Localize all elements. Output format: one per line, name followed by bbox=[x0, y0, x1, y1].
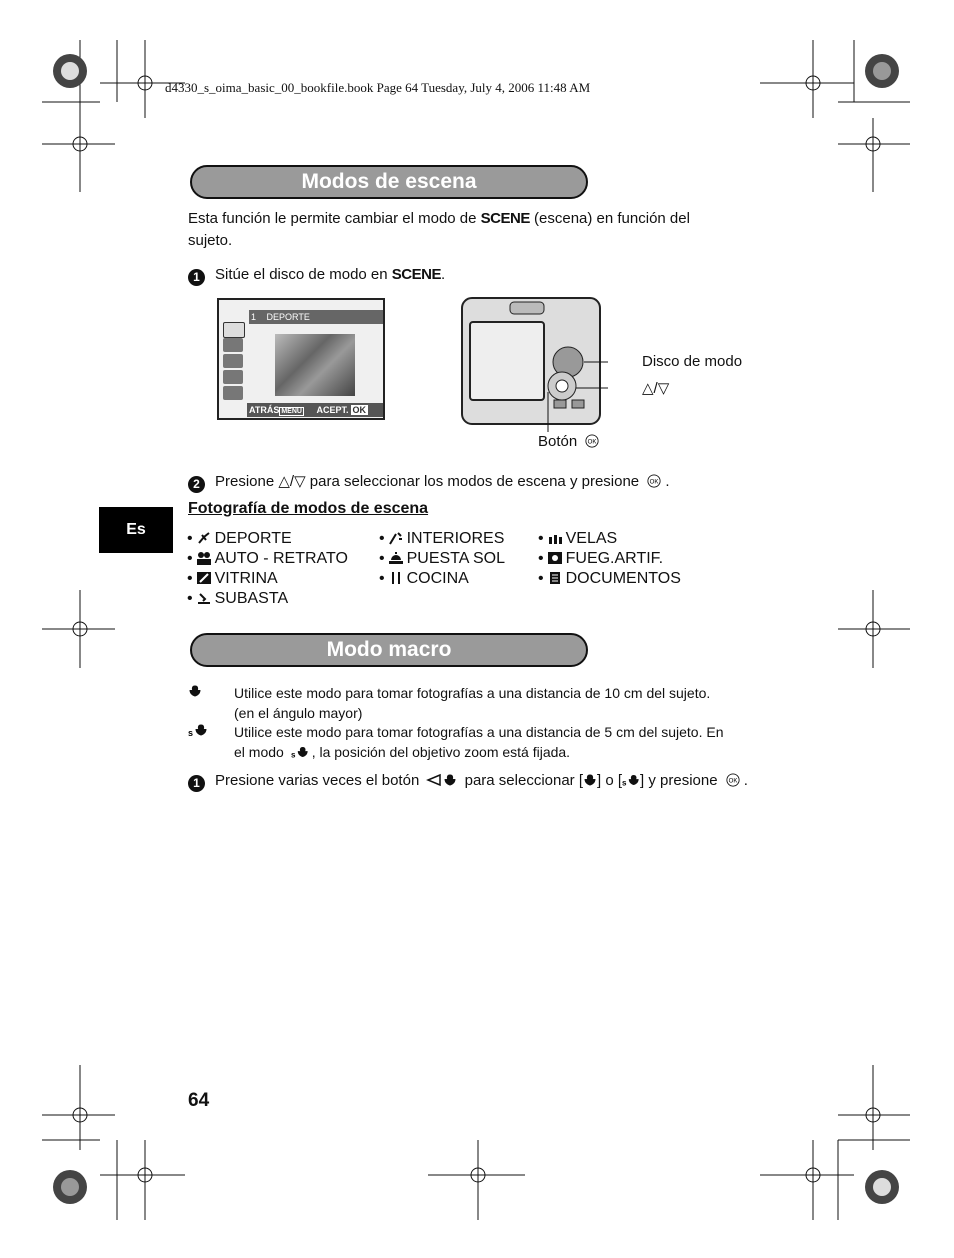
macro-mode-title-text: Modo macro bbox=[326, 638, 452, 661]
list-item: • FUEG.ARTIF. bbox=[538, 550, 664, 567]
macro-step-or: ] o [ bbox=[597, 772, 623, 789]
svg-text:OK: OK bbox=[649, 478, 659, 486]
sunset-icon bbox=[388, 551, 404, 565]
lcd-ok-label: OK bbox=[352, 405, 366, 415]
list-item: • AUTO - RETRATO bbox=[187, 550, 348, 567]
scene-icon: SCENE bbox=[480, 210, 530, 227]
ok-button-caption bbox=[538, 431, 603, 453]
language-tab: Es bbox=[99, 507, 173, 553]
auction-icon bbox=[196, 591, 212, 605]
indoor-icon bbox=[223, 338, 243, 352]
list-item: • VITRINA bbox=[187, 570, 278, 587]
lcd-title-bar bbox=[249, 310, 383, 324]
list-item: • DEPORTE bbox=[187, 530, 292, 547]
scene-intro bbox=[188, 208, 768, 252]
svg-text:s: s bbox=[188, 728, 194, 737]
macro-mode-title bbox=[190, 633, 588, 667]
ok-button-icon bbox=[646, 474, 662, 488]
ok-button-icon bbox=[725, 773, 741, 787]
macro-icon bbox=[188, 684, 202, 698]
intro-after: (escena) en función del bbox=[529, 210, 690, 227]
macro-step-end: . bbox=[743, 772, 748, 789]
step2-badge: 2 bbox=[188, 476, 205, 493]
page-number: 64 bbox=[188, 1090, 210, 1111]
macro-row2-line2-before: el modo bbox=[234, 744, 288, 760]
fireworks-icon bbox=[547, 551, 563, 565]
list-item: • PUESTA SOL bbox=[379, 550, 506, 567]
list-item: • VELAS bbox=[538, 530, 618, 547]
macro-icon bbox=[583, 773, 597, 787]
intro-before: Esta función le permite cambiar el modo de bbox=[188, 210, 481, 227]
sunset-icon bbox=[223, 386, 243, 400]
step2-before: Presione bbox=[215, 473, 279, 490]
scene-icon: SCENE bbox=[391, 266, 441, 283]
lcd-index: 1 bbox=[251, 312, 257, 322]
sport-icon bbox=[196, 531, 212, 545]
step2-arrows: △/▽ bbox=[278, 473, 306, 490]
sport-icon bbox=[223, 322, 245, 338]
macro-icon bbox=[443, 773, 457, 787]
step1-badge: 1 bbox=[188, 269, 205, 286]
list-item: • COCINA bbox=[379, 570, 469, 587]
scene-modes-title-text: Modos de escena bbox=[301, 170, 477, 193]
cuisine-icon bbox=[388, 571, 404, 585]
super-macro-icon bbox=[188, 723, 208, 737]
documents-icon bbox=[547, 571, 563, 585]
macro-step-middle: para seleccionar [ bbox=[460, 772, 584, 789]
mode-list-col3 bbox=[538, 529, 681, 589]
arrow-keys-label: △/▽ bbox=[642, 380, 670, 397]
arrow-left-icon bbox=[426, 773, 442, 787]
step2 bbox=[188, 471, 670, 493]
ok-button-label: Botón bbox=[538, 433, 578, 450]
svg-text:s: s bbox=[622, 778, 627, 787]
lcd-sample-photo bbox=[275, 334, 355, 396]
candle-icon bbox=[547, 531, 563, 545]
camera-illustration bbox=[458, 292, 608, 432]
macro-row1-line1: Utilice este modo para tomar fotografías a una distancia de 10 cm del sujeto. bbox=[234, 685, 711, 701]
lcd-bottom-bar bbox=[247, 403, 383, 417]
showcase-icon bbox=[196, 571, 212, 585]
macro-row-1 bbox=[188, 683, 711, 721]
candle-icon bbox=[223, 354, 243, 368]
self-portrait-icon bbox=[196, 551, 212, 565]
lcd-menu-label: MENU bbox=[281, 408, 302, 415]
macro-row2-line2-after: , la posición del objetivo zoom está fijada. bbox=[311, 744, 571, 760]
super-macro-icon bbox=[622, 773, 640, 787]
mode-dial-label: Disco de modo bbox=[642, 353, 743, 370]
mode-list-col1 bbox=[187, 529, 348, 609]
svg-text:OK: OK bbox=[587, 438, 597, 446]
step2-after: para seleccionar los modos de escena y presione bbox=[305, 473, 644, 490]
macro-step-badge: 1 bbox=[188, 775, 205, 792]
svg-text:OK: OK bbox=[728, 777, 738, 785]
ok-button-icon bbox=[584, 434, 600, 448]
lcd-mode-name: DEPORTE bbox=[266, 312, 310, 322]
macro-step-before: Presione varias veces el botón bbox=[215, 772, 424, 789]
mode-list-col2 bbox=[379, 529, 505, 589]
step1 bbox=[188, 264, 445, 286]
super-macro-icon bbox=[291, 745, 309, 759]
macro-row2-line1: Utilice este modo para tomar fotografías a una distancia de 5 cm del sujeto. En bbox=[234, 724, 724, 740]
portrait-icon bbox=[223, 370, 243, 384]
list-item: • SUBASTA bbox=[187, 590, 289, 607]
list-item: • INTERIORES bbox=[379, 530, 505, 547]
lcd-accept-label: ACEPT. bbox=[316, 405, 349, 415]
scene-modes-title bbox=[190, 165, 588, 199]
header-file-info: d4330_s_oima_basic_00_bookfile.book Page 64 Tuesday, July 4, 2006 11:48 AM bbox=[165, 80, 591, 95]
svg-text:s: s bbox=[290, 750, 296, 759]
macro-step-after: ] y presione bbox=[640, 772, 722, 789]
macro-row1-line2: (en el ángulo mayor) bbox=[234, 705, 363, 721]
lcd-back-label: ATRÁS bbox=[249, 405, 280, 415]
lcd-screen-illustration bbox=[217, 298, 385, 420]
step1-period: . bbox=[440, 266, 446, 283]
macro-step bbox=[188, 770, 748, 792]
photo-modes-heading: Fotografía de modos de escena bbox=[188, 500, 429, 517]
indoor-icon bbox=[388, 531, 404, 545]
step1-text: Sitúe el disco de modo en bbox=[215, 266, 392, 283]
macro-row-2 bbox=[188, 722, 724, 760]
intro-line2: sujeto. bbox=[188, 232, 233, 249]
step2-end: . bbox=[665, 473, 670, 490]
list-item: • DOCUMENTOS bbox=[538, 570, 681, 587]
